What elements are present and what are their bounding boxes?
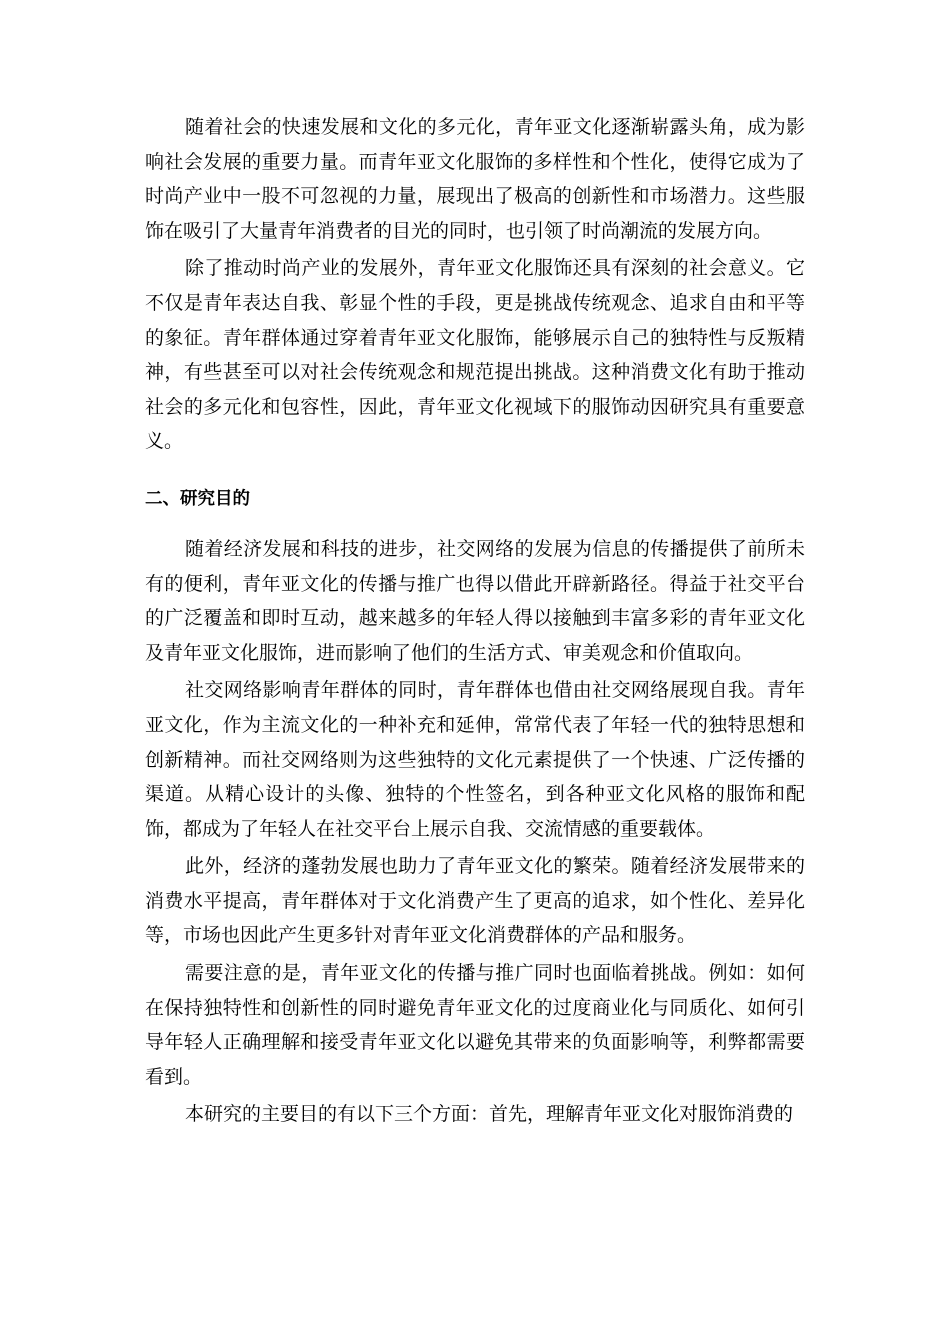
paragraph-social-network: 随着经济发展和科技的进步，社交网络的发展为信息的传播提供了前所未有的便利，青年亚文化的传播与推广也得以借此开辟新路径。得益于社交平台的广泛覆盖和即时互动，越来越多的年轻人得以接触到丰富多彩的青年亚文化及青年亚文化服饰，进而影响了他们的生活方式、审美观念和价值取向。 (145, 537, 805, 664)
paragraph-research-aims: 本研究的主要目的有以下三个方面：首先，理解青年亚文化对服饰消费的 (185, 1103, 794, 1126)
paragraph-social-significance: 除了推动时尚产业的发展外，青年亚文化服饰还具有深刻的社会意义。它不仅是青年表达自我、彰显个性的手段，更是挑战传统观念、追求自由和平等的象征。青年群体通过穿着青年亚文化服饰，能够展示自己的独特性与反叛精神，有些甚至可以对社会传统观念和规范提出挑战。这种消费文化有助于推动社会的多元化和包容性，因此，青年亚文化视域下的服饰动因研究具有重要意义。 (145, 257, 805, 453)
document-body (145, 110, 805, 1135)
paragraph-challenges: 需要注意的是，青年亚文化的传播与推广同时也面临着挑战。例如：如何在保持独特性和创新性的同时避免青年亚文化的过度商业化与同质化、如何引导年轻人正确理解和接受青年亚文化以避免其带来的负面影响等，利弊都需要看到。 (145, 962, 805, 1088)
section-heading-research-purpose: 二、研究目的 (145, 488, 250, 509)
paragraph-social-development: 随着社会的快速发展和文化的多元化，青年亚文化逐渐崭露头角，成为影响社会发展的重要力量。而青年亚文化服饰的多样性和个性化，使得它成为了时尚产业中一股不可忽视的力量，展现出了极高的创新性和市场潜力。这些服饰在吸引了大量青年消费者的目光的同时，也引领了时尚潮流的发展方向。 (145, 116, 805, 242)
paragraph-self-expression: 社交网络影响青年群体的同时，青年群体也借由社交网络展现自我。青年亚文化，作为主流文化的一种补充和延伸，常常代表了年轻一代的独特思想和创新精神。而社交网络则为这些独特的文化元素提供了一个快速、广泛传播的渠道。从精心设计的头像、独特的个性签名，到各种亚文化风格的服饰和配饰，都成为了年轻人在社交平台上展示自我、交流情感的重要载体。 (145, 679, 805, 840)
paragraph-economic-development: 此外，经济的蓬勃发展也助力了青年亚文化的繁荣。随着经济发展带来的消费水平提高，青年群体对于文化消费产生了更高的追求，如个性化、差异化等，市场也因此产生更多针对青年亚文化消费群体的产品和服务。 (145, 855, 805, 947)
